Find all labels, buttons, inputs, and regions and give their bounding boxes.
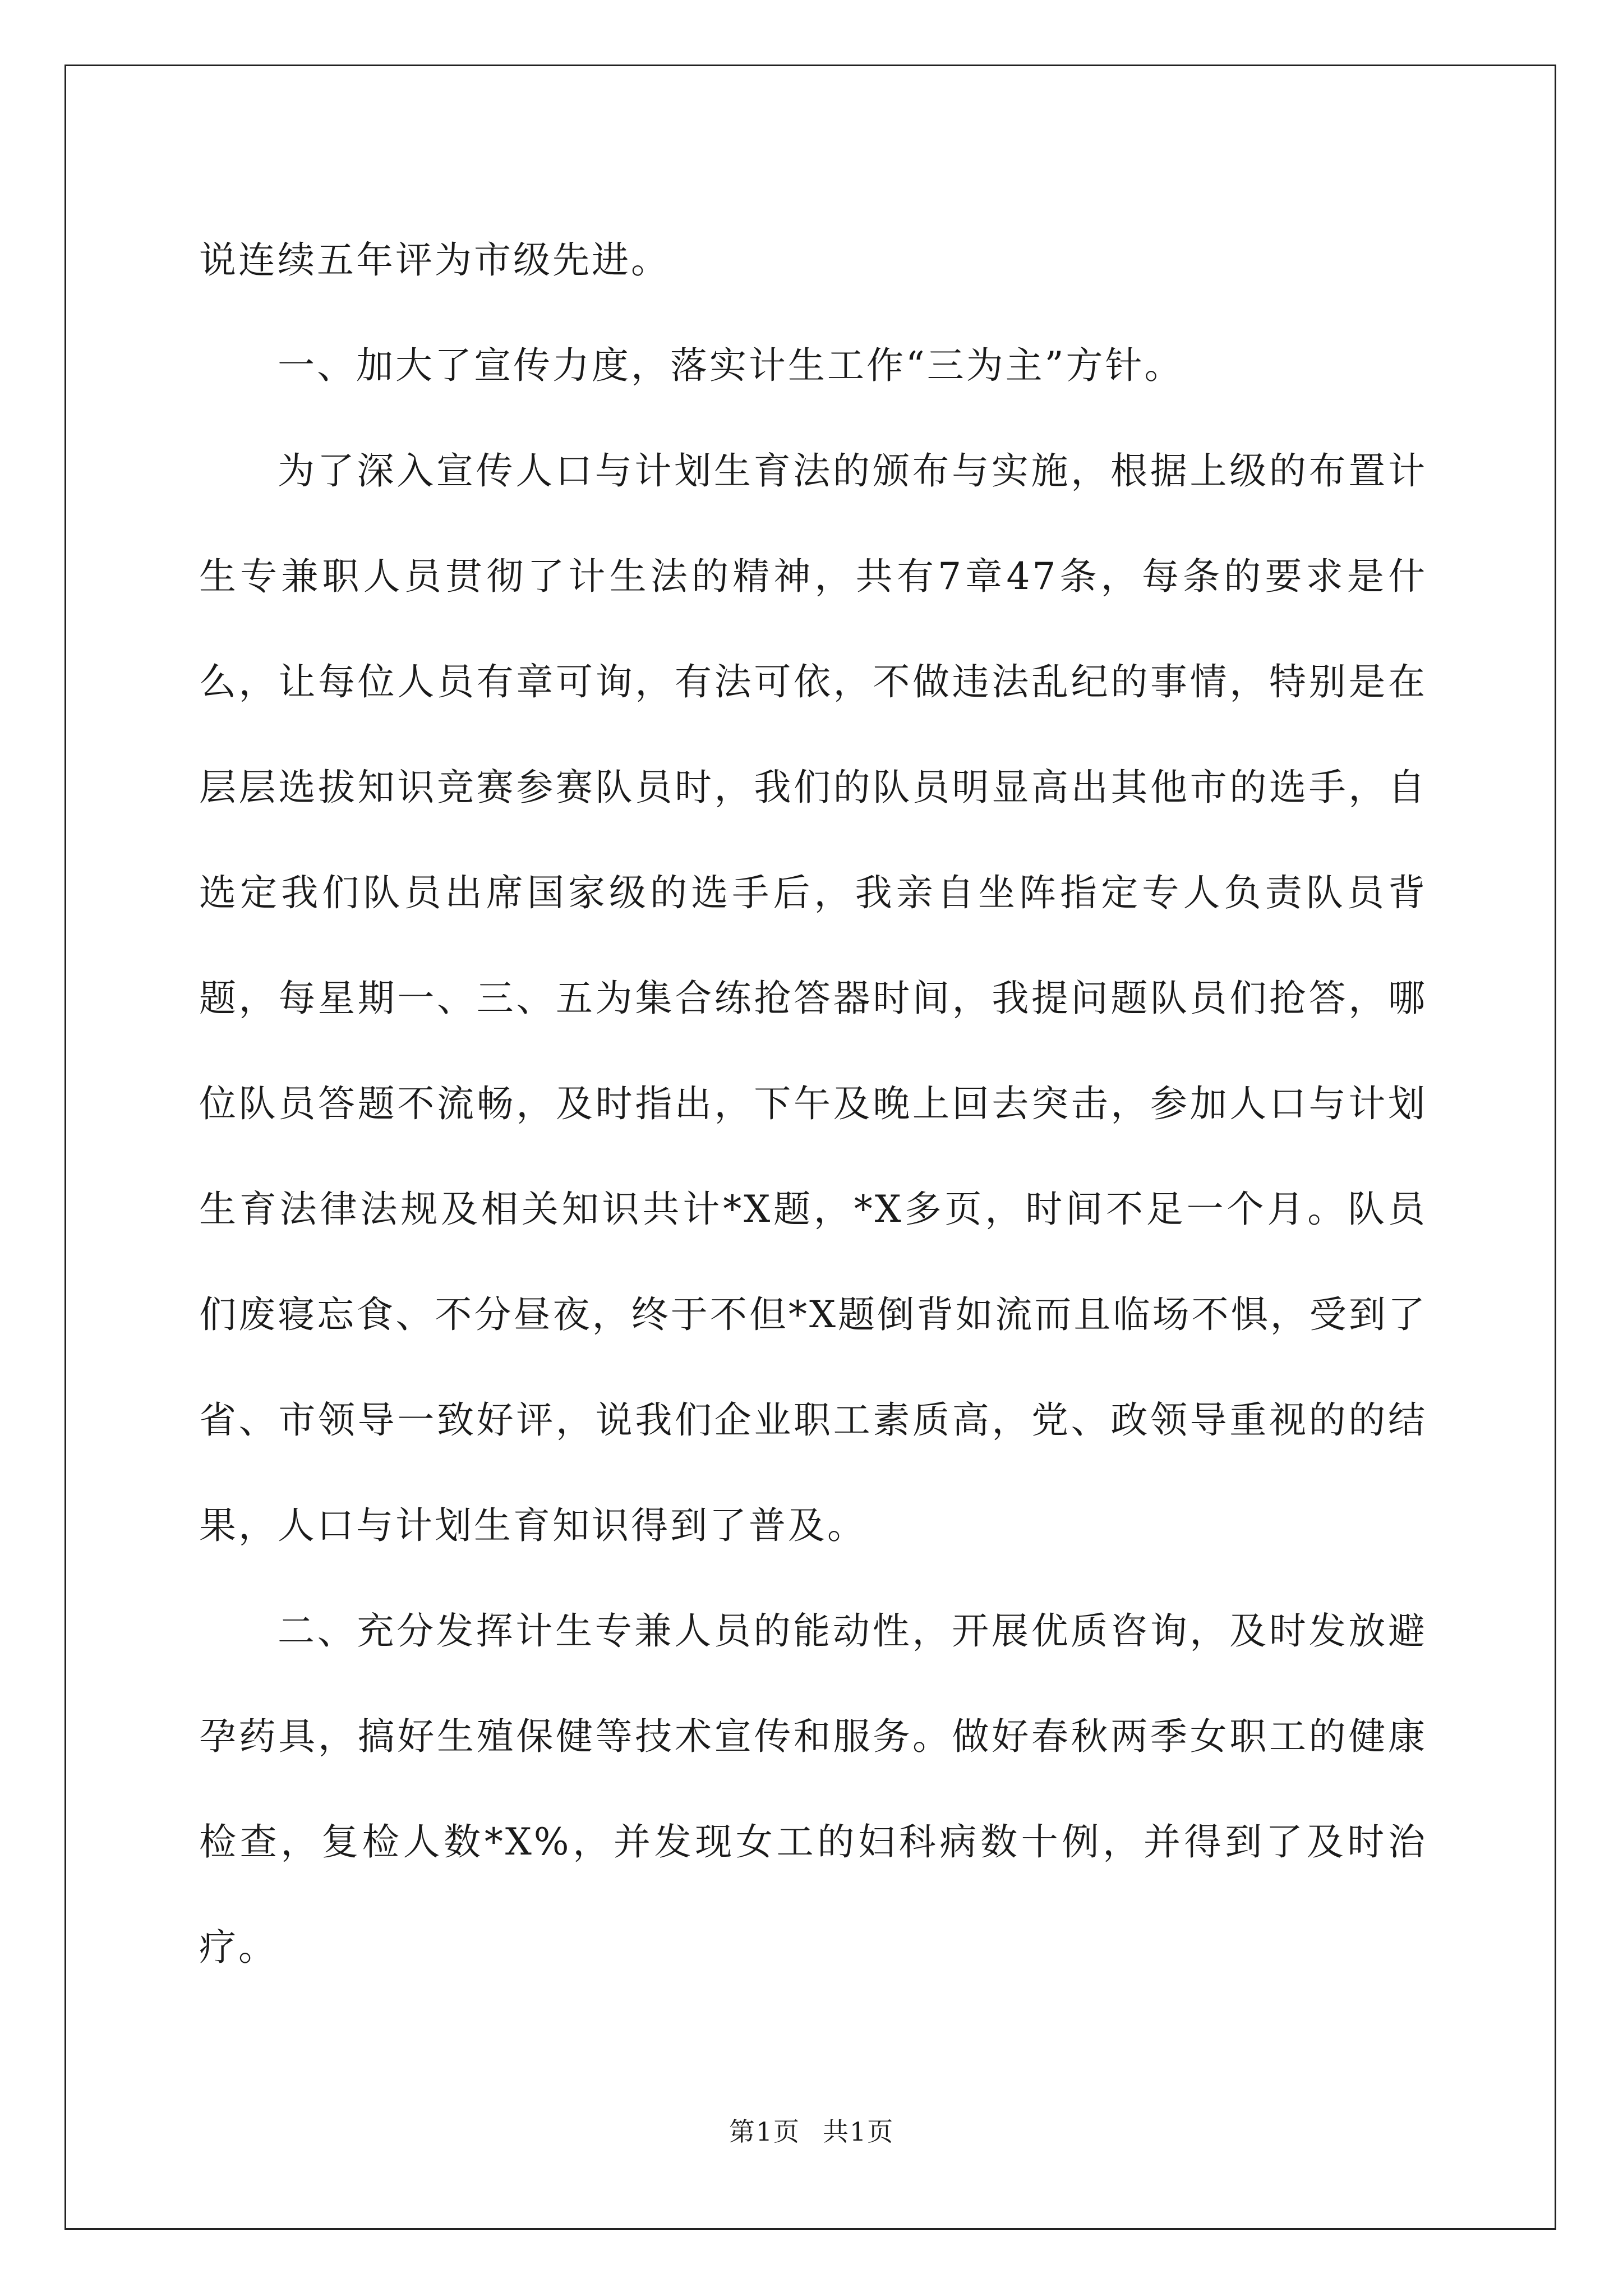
- paragraph-section-one-body: 为了深入宣传人口与计划生育法的颁布与实施，根据上级的布置计生专兼职人员贯彻了计生法的精神，共有7章47条，每条的要求是什么，让每位人员有章可询，有法可依，不做违法乱纪的事情，特别是在层层选拔知识竞赛参赛队员时，我们的队员明显高出其他市的选手，自选定我们队员出席国家级的选手后，我亲自坐阵指定专人负责队员背题，每星期一、三、五为集合练抢答器时间，我提问题队员们抢答，哪位队员答题不流畅，及时指出，下午及晚上回去突击，参加人口与计划生育法律法规及相关知识共计*X题，*X多页，时间不足一个月。队员们废寝忘食、不分昼夜，终于不但*X题倒背如流而且临场不惧，受到了省、市领导一致好评，说我们企业职工素质高，党、政领导重视的的结果，人口与计划生育知识得到了普及。: [199, 449, 1427, 1547]
- page-total: 共1页: [823, 2116, 895, 2147]
- page-number: 第1页: [728, 2116, 800, 2147]
- paragraph-section-one-heading: 一、加大了宣传力度，落实计生工作“三为主”方针。: [278, 344, 1184, 387]
- paragraph-section-two: 二、充分发挥计生专兼人员的能动性，开展优质咨询，及时发放避孕药具，搞好生殖保健等技术宣传和服务。做好春秋两季女职工的健康检查，复检人数*X%，并发现女工的妇科病数十例，并得到了及时治疗。: [199, 1609, 1427, 1969]
- document-body: [199, 208, 1427, 2000]
- paragraph-continuation: 说连续五年评为市级先进。: [199, 238, 670, 282]
- page-footer: [0, 2115, 1623, 2148]
